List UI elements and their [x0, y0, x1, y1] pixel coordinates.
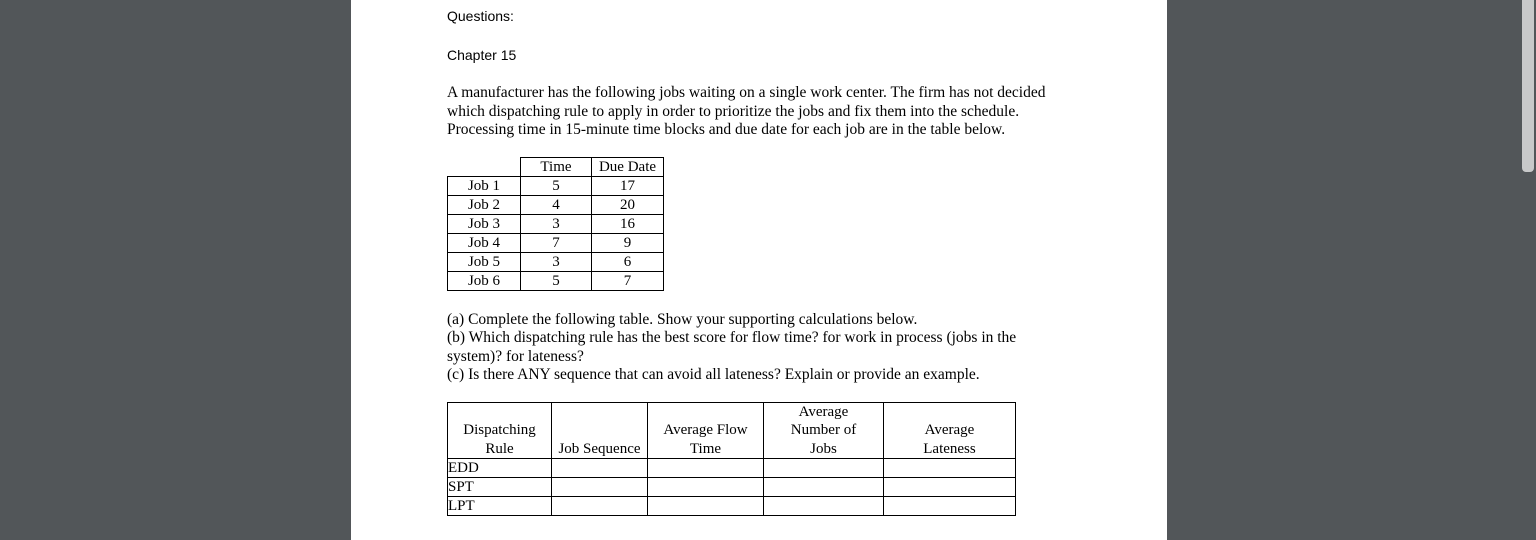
avg-number-jobs-cell[interactable]: [764, 459, 884, 478]
job-time-cell: 5: [521, 177, 592, 196]
questions-heading: Questions:: [447, 8, 514, 24]
avg-lateness-cell[interactable]: [884, 497, 1016, 516]
avg-flow-time-cell[interactable]: [648, 497, 764, 516]
table-row: [448, 215, 664, 234]
table-row: [448, 459, 1016, 478]
dispatching-results-table: [447, 402, 1016, 516]
rule-cell-lpt: LPT: [448, 497, 552, 516]
header-dispatching-rule: Dispatching Rule: [448, 403, 552, 459]
job-time-cell: 3: [521, 215, 592, 234]
jobs-header-cell: [448, 158, 521, 177]
avg-flow-time-cell[interactable]: [648, 478, 764, 497]
jobs-header-cell: Due Date: [592, 158, 664, 177]
job-name-cell: Job 3: [448, 215, 521, 234]
avg-flow-time-cell[interactable]: [648, 459, 764, 478]
results-table-header: [448, 403, 1016, 459]
job-time-cell: 3: [521, 253, 592, 272]
job-time-cell: 4: [521, 196, 592, 215]
document-page: [351, 0, 1167, 540]
job-name-cell: Job 4: [448, 234, 521, 253]
question-c: (c) Is there ANY sequence that can avoid all lateness? Explain or provide an example.: [447, 365, 980, 383]
jobs-table-header: [448, 158, 664, 177]
jobs-header-cell: Time: [521, 158, 592, 177]
avg-number-jobs-cell[interactable]: [764, 478, 884, 497]
table-row: [448, 253, 664, 272]
avg-lateness-cell[interactable]: [884, 478, 1016, 497]
jobs-table: [447, 157, 664, 291]
job-name-cell: Job 1: [448, 177, 521, 196]
questions-list: [447, 311, 1087, 384]
table-row: [448, 234, 664, 253]
avg-lateness-cell[interactable]: [884, 459, 1016, 478]
header-average-lateness: Average Lateness: [884, 403, 1016, 459]
job-sequence-cell[interactable]: [552, 459, 648, 478]
header-job-sequence: Job Sequence: [552, 403, 648, 459]
header-average-flow-time: Average Flow Time: [648, 403, 764, 459]
job-due-cell: 9: [592, 234, 664, 253]
scrollbar-thumb[interactable]: [1522, 0, 1534, 172]
job-name-cell: Job 2: [448, 196, 521, 215]
header-average-number-of-jobs: Average Number of Jobs: [764, 403, 884, 459]
intro-paragraph: A manufacturer has the following jobs waiting on a single work center. The firm has not decided which dispatching rule to apply in order to prioritize the jobs and fix them into the schedule. Processing time in 15-minute time blocks and due date for each job are in the table below.: [447, 84, 1046, 139]
table-row: [448, 196, 664, 215]
chapter-heading: Chapter 15: [447, 47, 517, 63]
job-due-cell: 16: [592, 215, 664, 234]
table-row: [448, 272, 664, 291]
table-row: [448, 177, 664, 196]
job-time-cell: 7: [521, 234, 592, 253]
job-name-cell: Job 5: [448, 253, 521, 272]
job-name-cell: Job 6: [448, 272, 521, 291]
job-time-cell: 5: [521, 272, 592, 291]
rule-cell-edd: EDD: [448, 459, 552, 478]
job-sequence-cell[interactable]: [552, 478, 648, 497]
job-sequence-cell[interactable]: [552, 497, 648, 516]
rule-cell-spt: SPT: [448, 478, 552, 497]
vertical-scrollbar[interactable]: [1520, 0, 1536, 540]
job-due-cell: 17: [592, 177, 664, 196]
job-due-cell: 7: [592, 272, 664, 291]
table-row: [448, 497, 1016, 516]
question-b: (b) Which dispatching rule has the best score for flow time? for work in process (jobs in the system)? for lateness?: [447, 329, 1017, 365]
table-row: [448, 478, 1016, 497]
avg-number-jobs-cell[interactable]: [764, 497, 884, 516]
question-a: (a) Complete the following table. Show your supporting calculations below.: [447, 311, 918, 328]
job-due-cell: 20: [592, 196, 664, 215]
job-due-cell: 6: [592, 253, 664, 272]
